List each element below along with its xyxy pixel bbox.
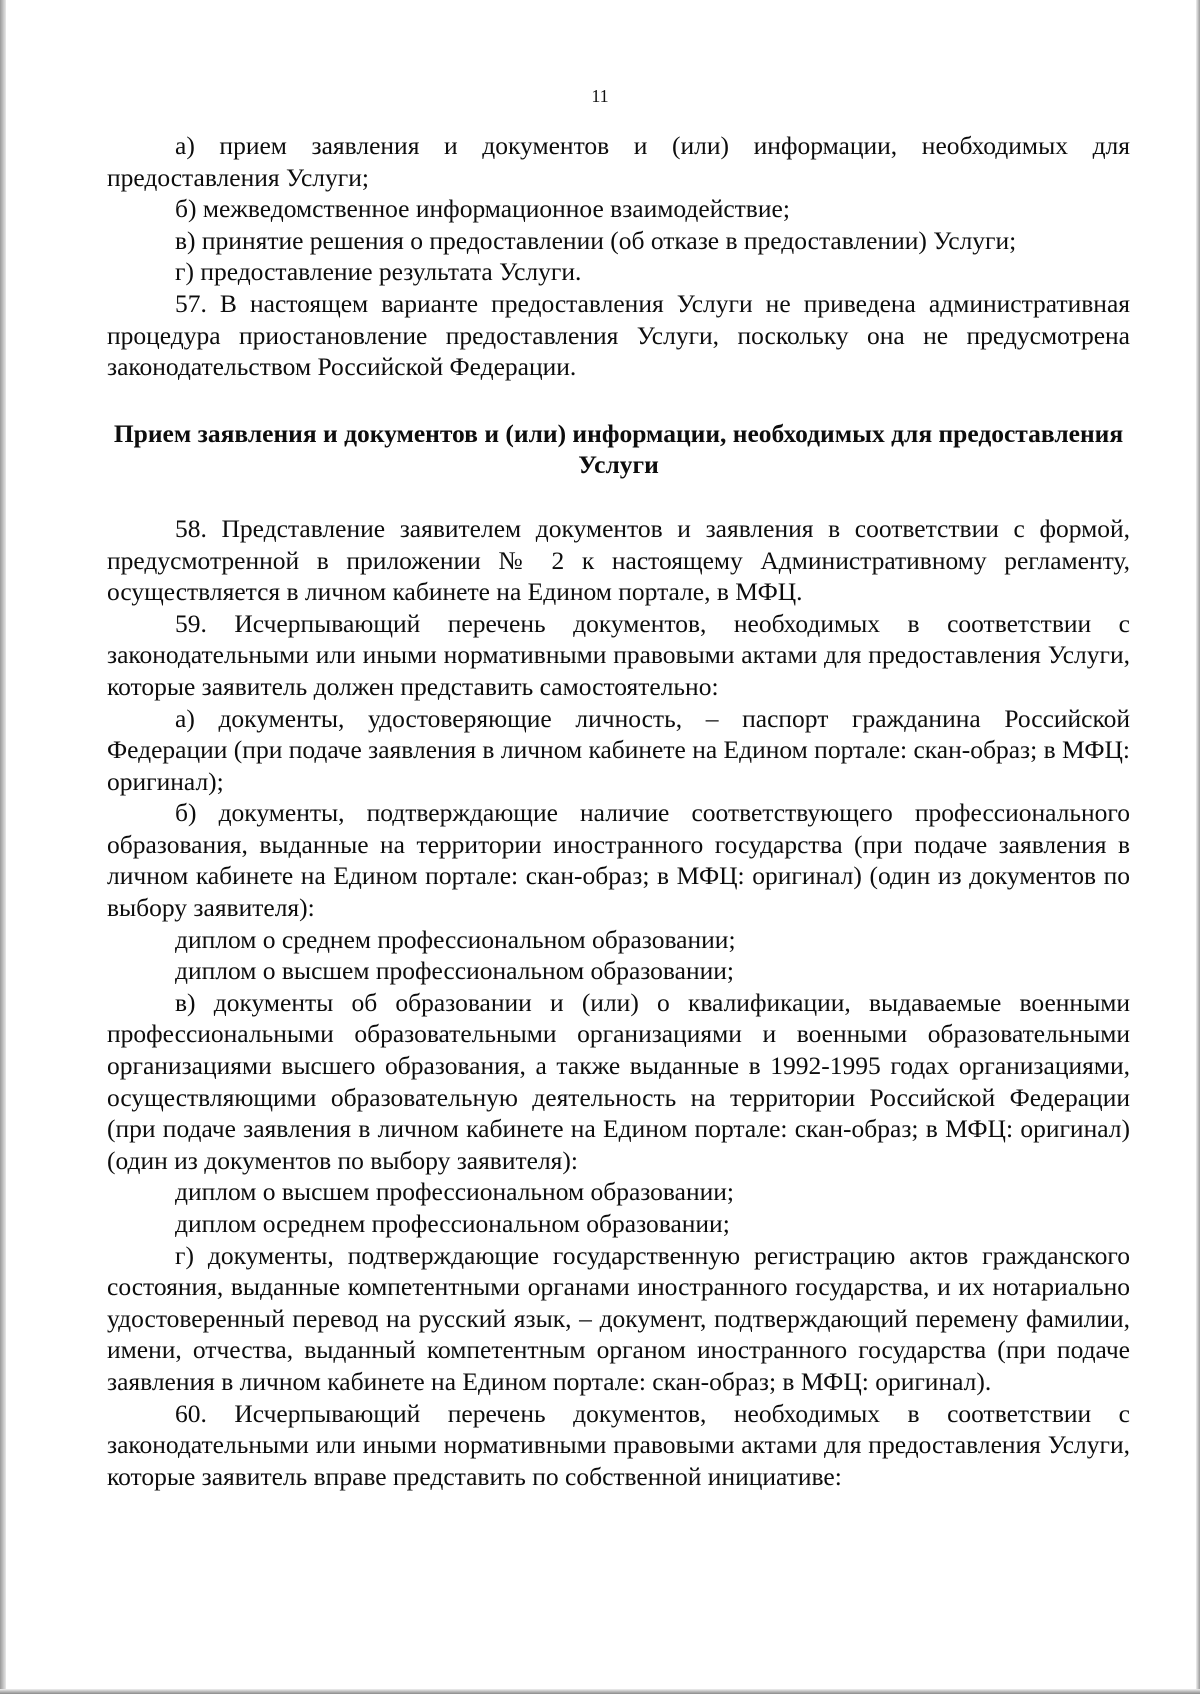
scan-edge-left — [0, 0, 6, 1694]
scan-edge-bottom — [0, 1689, 1200, 1694]
paragraph-item-b: б) межведомственное информационное взаимодействие; — [175, 194, 790, 224]
paragraph-59-a: а) документы, удостоверяющие личность, – паспорт гражданина Российской Федерации (при подаче заявления в личном кабинете на Едином портале: скан-образ; в МФЦ: оригинал); — [107, 703, 1130, 796]
paragraph-58: 58. Представление заявителем документов и заявления в соответствии с формой, предусмотренной в приложении № 2 к настоящему Административному регламенту, осуществляется в личном кабинете на Едином портале, в МФЦ. — [107, 513, 1130, 607]
paragraph-57: 57. В настоящем варианте предоставления Услуги не приведена административная процедура приостановление предоставления Услуги, поскольку она не предусмотрена законодательством Российской Федерации. — [107, 288, 1130, 382]
list-item-diploma-secondary: диплом о среднем профессиональном образовании; — [175, 924, 736, 954]
paragraph-item-g: г) предоставление результата Услуги. — [175, 257, 582, 287]
paragraph-60: 60. Исчерпывающий перечень документов, необходимых в соответствии с законодательными или иными нормативными правовыми актами для предоставления Услуги, которые заявитель вправе представить по собственной инициативе: — [107, 1398, 1130, 1491]
paragraph-item-v: в) принятие решения о предоставлении (об отказе в предоставлении) Услуги; — [175, 225, 1017, 255]
scan-edge-right — [1196, 0, 1200, 1694]
paragraph-59-g: г) документы, подтверждающие государственную регистрацию актов гражданского состояния, выданные компетентными органами иностранного государства, и их нотариально удостоверенный перевод на русский язык, – документ, подтверждающий перемену фамилии, имени, отчества, выданный компетентным органом иностранного государства (при подаче заявления в личном кабинете на Едином портале: скан-образ; в МФЦ: оригинал). — [107, 1240, 1130, 1396]
list-item-diploma-higher: диплом о высшем профессиональном образовании; — [175, 956, 734, 986]
document-body — [107, 130, 1130, 1492]
paragraph-59: 59. Исчерпывающий перечень документов, необходимых в соответствии с законодательными или иными нормативными правовыми актами для предоставления Услуги, которые заявитель должен представить самостоятельно: — [107, 608, 1130, 701]
paragraph-59-v: в) документы об образовании и (или) о квалификации, выдаваемые военными профессиональными образовательными организациями и военными образовательными организациями высшего образования, а также выданные в 1992-1995 годах организациями, осуществляющими образовательную деятельность на территории Российской Федерации (при подаче заявления в личном кабинете на Едином портале: скан-образ; в МФЦ: оригинал) (один из документов по выбору заявителя): — [107, 987, 1130, 1175]
page-number: 11 — [591, 86, 609, 106]
list-item-diploma-secondary-2: диплом осреднем профессиональном образовании; — [175, 1209, 730, 1238]
list-item-diploma-higher-2: диплом о высшем профессиональном образовании; — [175, 1177, 734, 1207]
paragraph-item-a: а) прием заявления и документов и (или) информации, необходимых для предоставления Услуги; — [107, 131, 1130, 192]
paragraph-59-b: б) документы, подтверждающие наличие соответствующего профессионального образования, выданные на территории иностранного государства (при подаче заявления в личном кабинете на Едином портале: скан-образ; в МФЦ: оригинал) (один из документов по выбору заявителя): — [107, 798, 1130, 923]
section-heading: Прием заявления и документов и (или) информации, необходимых для предоставления Услуги — [113, 418, 1124, 480]
